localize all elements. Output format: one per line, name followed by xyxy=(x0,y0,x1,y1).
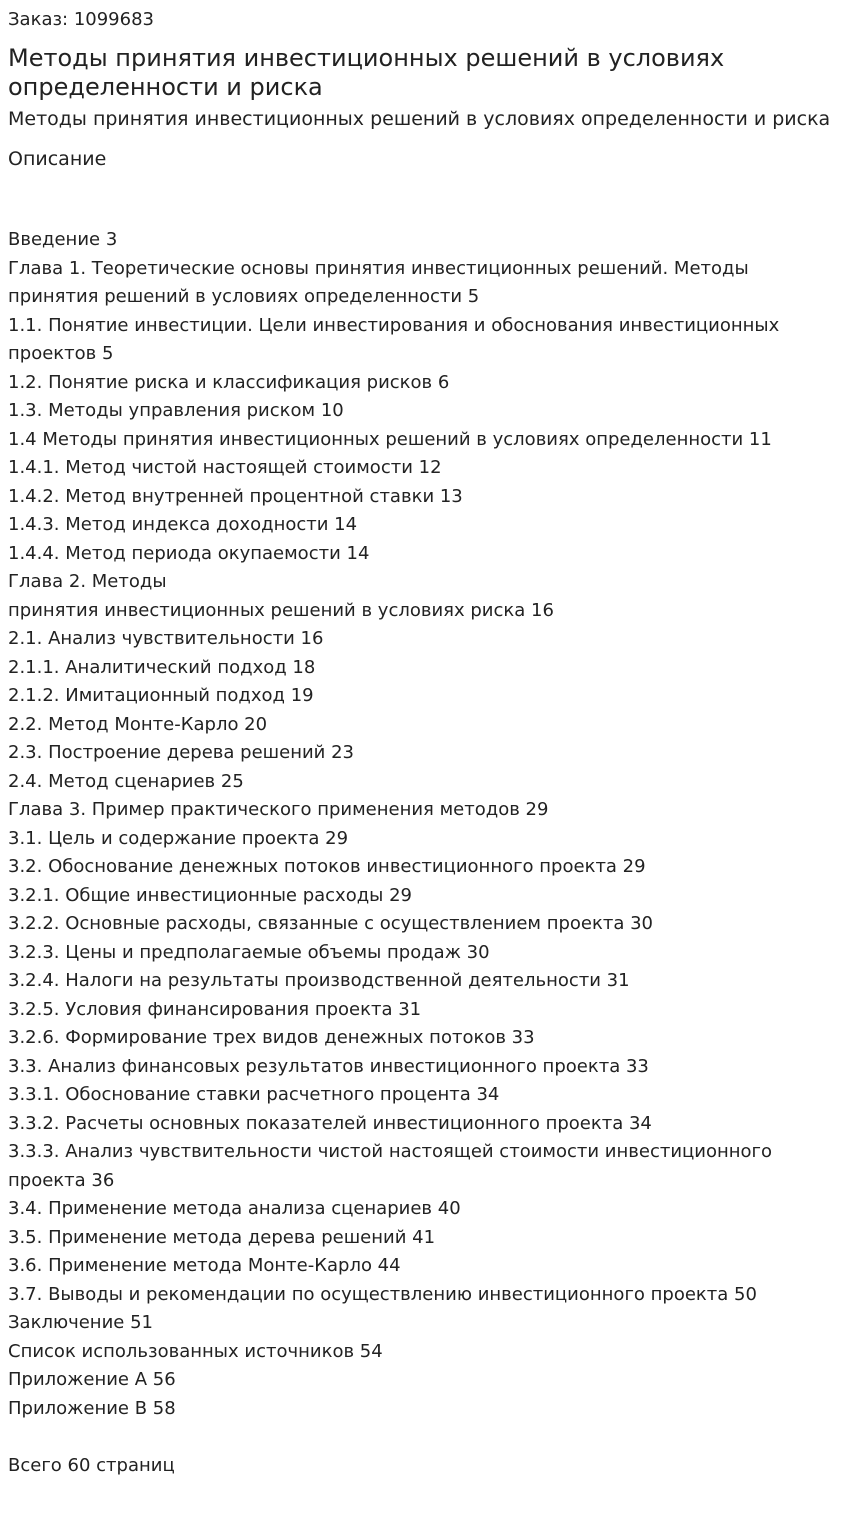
toc-item: 1.4.1. Метод чистой настоящей стоимости 12 xyxy=(8,457,442,478)
toc-item: 3.2.4. Налоги на результаты производственной деятельности 31 xyxy=(8,970,630,991)
toc-item: 3.2.5. Условия финансирования проекта 31 xyxy=(8,998,422,1020)
toc-item: 3.2. Обоснование денежных потоков инвестиционного проекта 29 xyxy=(8,856,646,877)
toc-item: 3.3.2. Расчеты основных показателей инвестиционного проекта 34 xyxy=(8,1112,652,1134)
toc-item: 3.7. Выводы и рекомендации по осуществлению инвестиционного проекта 50 xyxy=(8,1283,757,1305)
toc-item: 3.4. Применение метода анализа сценариев 40 xyxy=(8,1198,461,1219)
toc-item: 3.2.2. Основные расходы, связанные с осуществлением проекта 30 xyxy=(8,913,653,934)
toc-item: 3.3. Анализ финансовых результатов инвестиционного проекта 33 xyxy=(8,1055,649,1077)
description-heading: Описание xyxy=(8,148,107,170)
toc-item: 2.1. Анализ чувствительности 16 xyxy=(8,628,324,649)
toc-item: 1.3. Методы управления риском 10 xyxy=(8,400,344,421)
toc-item: 3.5. Применение метода дерева решений 41 xyxy=(8,1226,436,1248)
table-of-contents xyxy=(8,226,839,1423)
order-number: Заказ: 1099683 xyxy=(8,9,154,30)
toc-item: Заключение 51 xyxy=(8,1312,153,1333)
toc-item: 1.4.4. Метод периода окупаемости 14 xyxy=(8,542,370,564)
toc-item: Глава 3. Пример практического применения методов 29 xyxy=(8,799,549,820)
toc-item: 1.2. Понятие риска и классификация рисков 6 xyxy=(8,371,450,393)
toc-item: 2.2. Метод Монте-Карло 20 xyxy=(8,713,268,735)
toc-item: Список использованных источников 54 xyxy=(8,1340,383,1362)
toc-item: 2.1.1. Аналитический подход 18 xyxy=(8,656,316,678)
toc-item: 3.2.1. Общие инвестиционные расходы 29 xyxy=(8,884,412,906)
toc-item: 3.2.3. Цены и предполагаемые объемы продаж 30 xyxy=(8,941,490,963)
toc-item: 1.4.2. Метод внутренней процентной ставки 13 xyxy=(8,485,463,507)
toc-item: Глава 2. Методы принятия инвестиционных решений в условиях риска 16 xyxy=(8,571,554,621)
toc-item: 2.3. Построение дерева решений 23 xyxy=(8,742,354,763)
toc-item: 3.6. Применение метода Монте-Карло 44 xyxy=(8,1255,401,1276)
toc-item: Глава 1. Теоретические основы принятия инвестиционных решений. Методы принятия решений в условиях определенности 5 xyxy=(8,257,749,307)
toc-item: 1.1. Понятие инвестиции. Цели инвестирования и обоснования инвестиционных проектов 5 xyxy=(8,314,780,364)
toc-item: 3.1. Цель и содержание проекта 29 xyxy=(8,827,349,849)
toc-item: 1.4.3. Метод индекса доходности 14 xyxy=(8,514,358,535)
toc-item: 2.4. Метод сценариев 25 xyxy=(8,770,244,792)
page-subtitle: Методы принятия инвестиционных решений в условиях определенности и риска xyxy=(8,108,831,130)
total-pages: Всего 60 страниц xyxy=(8,1454,175,1476)
toc-item: Введение 3 xyxy=(8,229,118,250)
toc-item: 3.3.1. Обоснование ставки расчетного процента 34 xyxy=(8,1084,500,1105)
toc-item: Приложение А 56 xyxy=(8,1369,176,1390)
toc-item: 1.4 Методы принятия инвестиционных решений в условиях определенности 11 xyxy=(8,428,772,450)
toc-item: Приложение В 58 xyxy=(8,1397,176,1419)
page-title: Методы принятия инвестиционных решений в условиях определенности и риска xyxy=(8,44,725,101)
toc-item: 3.3.3. Анализ чувствительности чистой настоящей стоимости инвестиционного проекта 36 xyxy=(8,1141,773,1191)
toc-item: 3.2.6. Формирование трех видов денежных потоков 33 xyxy=(8,1027,535,1048)
toc-item: 2.1.2. Имитационный подход 19 xyxy=(8,685,314,706)
